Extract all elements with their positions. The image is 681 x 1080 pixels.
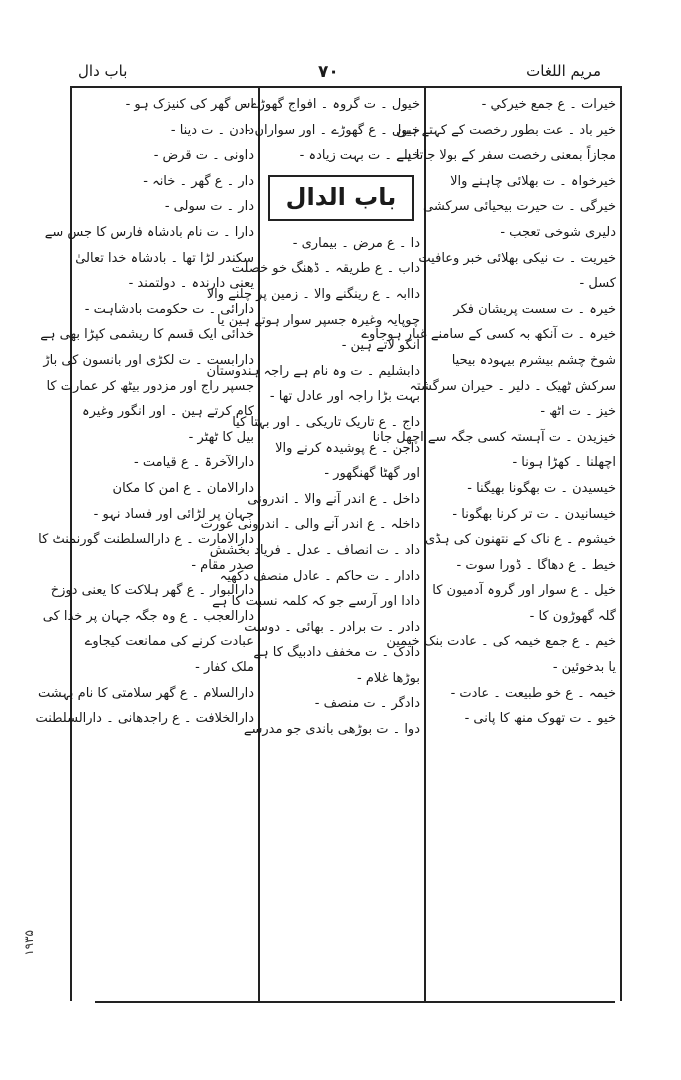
entry: دار ۔ ت سولی - xyxy=(164,199,254,215)
entry: خيرہ ۔ ت سست پريشان فکر xyxy=(453,301,616,317)
entry: دابشليم ۔ ت وہ نام ہے راجہ ہندوستان xyxy=(206,363,420,379)
entry: کسل - xyxy=(579,276,616,292)
entry: دارائی ۔ ت حکومت بادشاہت - xyxy=(84,301,254,317)
entry: خيل ۔ ع سوار اور گروہ آدميون کا xyxy=(432,583,616,599)
entry: دارالخلافت ۔ ع راجدھانی ۔ دارالسلطنت xyxy=(35,711,254,727)
entry: خيزيدن ۔ ت آہستہ کسی جگہ سے اچھل جانا xyxy=(372,429,616,445)
entry: دادن ۔ ت دينا - xyxy=(170,122,254,138)
entry: جہان پر لڑائی اور فساد نہو - xyxy=(93,506,254,522)
entry: خيم ۔ ع جمع خيمہ کی ۔ عادت بنک خيمين xyxy=(386,634,616,650)
entry: دارالامارت ۔ ع دارالسلطنت گورنمنٹ کا xyxy=(38,532,254,548)
entry: داد ۔ ت انصاف ۔ عدل ۔ فرياد بخشش xyxy=(209,542,420,558)
entry: گلہ گھوڑون کا - xyxy=(529,608,616,624)
entry: دارالبوار ۔ ع گھر ہلاکت کا يعنی دوزخ xyxy=(50,583,254,599)
entry: داجن ۔ ع پوشيدہ کرنے والا xyxy=(275,440,420,456)
entry: خير باد ۔ عت بطور رخصت کے کہتے ہين xyxy=(396,122,616,138)
entry: خيز ۔ ت اٹھ - xyxy=(540,404,616,420)
entry: مجازاً بمعنی رخصت سفر کے بولا جاتا ہے xyxy=(396,148,616,164)
entry: عبادت کرنے کی ممانعت کيجاوے xyxy=(84,634,254,650)
top-rule xyxy=(70,86,622,88)
entry: خيول ۔ ع گھوڑے ۔ اور سواران - xyxy=(245,122,420,138)
entry: خيريت ۔ ت نيکی بھلائی خبر وعافيت xyxy=(418,250,616,266)
entry: اچھلنا ۔ کھڑا ہونا - xyxy=(512,455,616,471)
entry: خيسيدن ۔ ت بھگونا بھيگنا - xyxy=(467,480,616,496)
entry: چوپايہ وغيرہ جسپر سوار ہوتے ہين يا xyxy=(217,312,420,328)
entry: دا ۔ ع مرض ۔ بيماری - xyxy=(292,235,420,251)
entry: خيسانيدن ۔ ت تر کرنا بھگونا - xyxy=(452,506,616,522)
entry: داخلہ ۔ ع اندر آنے والی ۔ اندرونی عورت xyxy=(200,517,420,533)
entry: يا بدخوئين - xyxy=(552,660,616,676)
entry: سرکش ٹھيک ۔ دلير ۔ حيران سرگشتہ xyxy=(409,378,616,394)
entry: سکندر لڑا تھا ۔ بادشاہ خدا تعالیٰ xyxy=(75,250,254,266)
entry: خيرہ ۔ ت آنکھ بہ کسی کے سامنے غبار ہوجاوے xyxy=(361,327,616,343)
entry: خيمہ ۔ ع خو طبيعت ۔ عادت - xyxy=(450,685,616,701)
entry: دارالسلام ۔ ع گھر سلامتی کا نام بہشت xyxy=(37,685,254,701)
entry: خدائی ايک قسم کا ريشمی کپڑا بھی ہے xyxy=(40,327,254,343)
entry: دادک ۔ ت مخفف دادبيگ کا ہے xyxy=(253,645,420,661)
entry: داج ۔ ع تاريک تاريکی ۔ اور بہتا کيا xyxy=(232,414,420,430)
bottom-rule xyxy=(95,1001,615,1003)
entry: خيط ۔ ع دھاگا ۔ ڈورا سوت - xyxy=(456,557,616,573)
entry: بوڑھا غلام - xyxy=(357,670,420,686)
entry: دادا اور آرسے جو کہ کلمہ نسبت کا ہے xyxy=(212,594,420,610)
entry: ملک کفار - xyxy=(195,660,254,676)
entry: شوخ چشم بيشرم بيہودہ بيحيا xyxy=(451,352,616,368)
entry: دليری شوخی تعجب - xyxy=(500,224,616,240)
page-number: ۷۰ xyxy=(318,62,339,82)
entry: خيرگی ۔ ت حيرت بيحيائی سرکشی xyxy=(422,199,616,215)
entry: دوا ۔ ت بوڑھی باندی جو مدرسے xyxy=(243,722,420,738)
entry: دادار ۔ ت حاکم ۔ عادل منصف دکھيہ xyxy=(219,568,420,584)
entry: انکو لاتے ہين - xyxy=(341,338,420,354)
entry: دارالعجب ۔ ع وہ جگہ جہان پر خدا کی xyxy=(42,608,254,624)
entry: اس گھر کی کنيزک ہو - xyxy=(125,97,254,112)
entry: داونی ۔ ت قرض - xyxy=(153,148,254,164)
entry: خيو ۔ ت تھوک منھ کا پانی - xyxy=(464,711,616,727)
entry: داابہ ۔ ع رينگنے والا ۔ زمين پر چلنے والا xyxy=(206,286,420,302)
entry: اور گھٹا گھنگھور - xyxy=(324,466,420,482)
entry: يعنی دارندہ ۔ دولتمند - xyxy=(128,276,254,292)
running-header-section: باب دال xyxy=(78,62,128,80)
entry: داب ۔ ع طريقہ ۔ ڈھنگ خو خصلت xyxy=(231,261,420,277)
margin-note: ۱۹۳۵ xyxy=(22,930,36,956)
entry: خيول ۔ ت گروہ ۔ افواج گھوڑے - xyxy=(242,97,420,112)
right-border xyxy=(620,86,622,1001)
running-header-book-title: مريم اللغات xyxy=(526,62,601,80)
entry: دادگر ۔ ت منصف - xyxy=(314,696,420,712)
left-column xyxy=(35,92,254,994)
section-title: باب الدال xyxy=(268,175,414,221)
entry: دارا ۔ ت نام بادشاہ فارس کا جس سے xyxy=(44,224,254,240)
entry: دارالآخرۃ ۔ ع قيامت - xyxy=(134,455,254,471)
entry: کام کرتے ہين ۔ اور انگور وغيرہ xyxy=(81,404,254,420)
entry: داخل ۔ ع اندر آنے والا ۔ اندرونی xyxy=(247,491,420,507)
entry: جسپر راج اور مزدور بيٹھ کر عمارت کا xyxy=(46,378,254,394)
entry: دارابست ۔ ت لکڑی اور بانسون کی باڑ xyxy=(43,352,254,368)
entry: دارالامان ۔ ع امن کا مکان xyxy=(112,480,254,496)
entry: خيرات ۔ ع جمع خيركي - xyxy=(481,97,616,112)
entry: دار ۔ ع گھر ۔ خانہ - xyxy=(143,173,254,189)
entry: خيرخواہ ۔ ت بھلائی چاہنے والا xyxy=(450,173,616,189)
entry: صدر مقام - xyxy=(191,557,254,573)
entry: خيشوم ۔ ع ناک کے نتھنون کی ہڈی xyxy=(424,532,616,548)
entry: بہت بڑا راجہ اور عادل تھا - xyxy=(269,389,420,405)
entry: خيلے ۔ ت بہت زيادہ - xyxy=(299,148,420,164)
entry: بيل کا ٹھٹر - xyxy=(188,429,254,445)
entry: دادر ۔ ت برادر ۔ بھائی ۔ دوست xyxy=(244,619,420,635)
